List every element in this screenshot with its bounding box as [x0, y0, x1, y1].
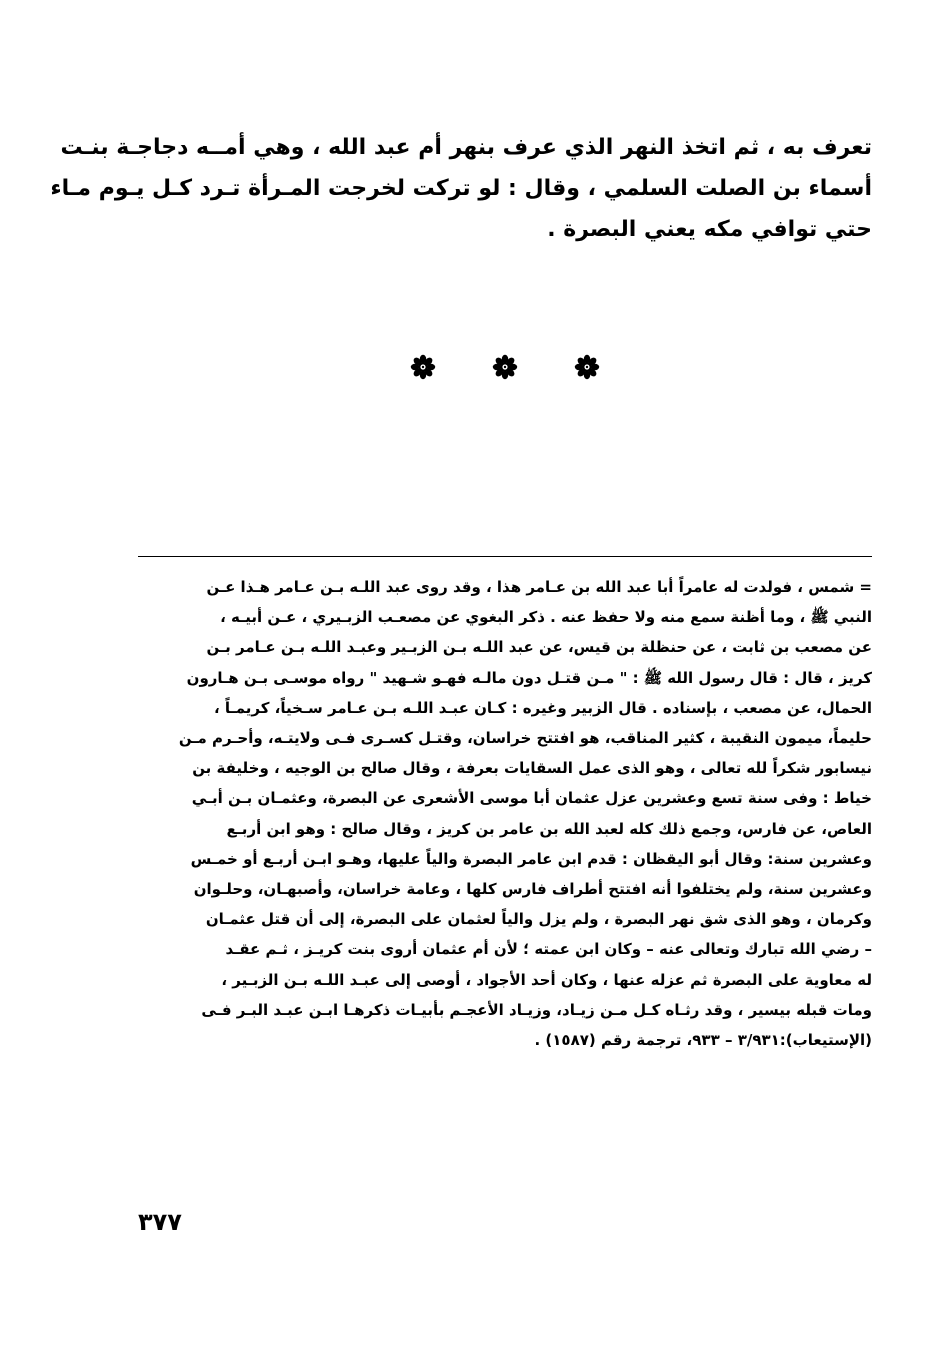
main-text-line: حتي توافي مكه يعني البصرة .: [547, 217, 872, 242]
footnote-line: وعشرين سنة، ولم يختلفوا أنه افتتح أطراف فارس كلها ، وعامة خراسان، وأصبهـان، وحلـوان: [193, 880, 872, 899]
main-paragraph: [50, 127, 872, 250]
footnote: [138, 572, 872, 1055]
section-separator: [410, 352, 600, 382]
footnote-line: ومات قبله بيسير ، وقد رثـاه كـل مـن زيـاد، وزيـاد الأعجـم بأبيـات ذكرهـا ابـن عبـد البـر فـى: [201, 1000, 872, 1019]
footnote-line: = شمس ، فولدت له عامراً أبا عبد الله بن عـامر هذا ، وقد روى عبد اللـه بـن عـامر هـذا عـن: [206, 578, 872, 596]
main-text-line: أسماء بن الصلت السلمي ، وقال : لو تركت لخرجت المـرأة تـرد كـل يـوم مـاء: [50, 176, 872, 201]
footnote-line: (الإستيعاب):٣/٩٣١ – ٩٣٣، ترجمة رقم (١٥٨٧) .: [534, 1031, 872, 1050]
footnote-line: حليماً، ميمون النقيبة ، كثير المناقب، هو افتتح خراسان، وقتـل كسـرى فـى ولايتـه، وأحـرم مـن: [178, 729, 872, 748]
footnote-line: عن مصعب بن ثابت ، عن حنظلة بن قيس، عن عبد اللـه بـن الزبـير وعبـد اللـه بـن عـامر بـن: [206, 638, 872, 657]
footnote-line: نيسابور شكراً لله تعالى ، وهو الذى عمل السقايات بعرفة ، وقال صالح بن الوجيه ، وخليفة بن: [192, 759, 872, 778]
footnote-line: خياط : وفى سنة تسع وعشرين عزل عثمان أبا موسى الأشعرى عن البصرة، وعثمـان بـن أبـي: [191, 789, 872, 808]
footnote-line: الحمال، عن مصعب ، بإسناده . قال الزبير وغيره : كـان عبـد اللـه بـن عـامر سـخياً، كريمـاً ،: [214, 698, 872, 717]
footnote-divider: [138, 556, 872, 557]
footnote-line: العاص، عن فارس، وجمع ذلك كله لعبد الله بن عامر بن كريز ، وقال صالح : وهو ابن أربـع: [226, 819, 872, 838]
footnote-line: وكرمان ، وهو الذى شق نهر البصرة ، ولم يزل والياً لعثمان على البصرة، إلى أن قتل عثمـان: [205, 910, 872, 929]
page-number: ٣٧٧: [138, 1208, 182, 1236]
footnote-line: كريز ، قال : قال رسول الله ﷺ : " مـن قتـل دون مالـه فهـو شـهيد " رواه موسـى بـن هـارون: [186, 668, 872, 687]
footnote-line: – رضي الله تبارك وتعالى عنه – وكان ابن عمته ؛ لأن أم عثمان أروى بنت كريـز ، ثـم عقـد: [225, 940, 872, 959]
footnote-line: له معاوية على البصرة ثم عزله عنها ، وكان أحد الأجواد ، أوصى إلى عبـد اللـه بـن الزبـير ،: [221, 970, 872, 989]
ornament-icon: [492, 354, 518, 380]
ornament-icon: [410, 354, 436, 380]
ornament-icon: [574, 354, 600, 380]
footnote-line: النبي ﷺ ، وما أظنة سمع منه ولا حفظ عنه . ذكر البغوي عن مصعـب الزبـيري ، عـن أبيـه ،: [220, 608, 872, 627]
footnote-line: وعشرين سنة: وقال أبو اليقظان : قدم ابن عامر البصرة والياً عليها، وهـو ابـن أربـع أو خمـس: [190, 849, 872, 868]
main-text-line: تعرف به ، ثم اتخذ النهر الذي عرف بنهر أم عبد الله ، وهي أمــه دجاجـة بنـت: [60, 135, 872, 160]
